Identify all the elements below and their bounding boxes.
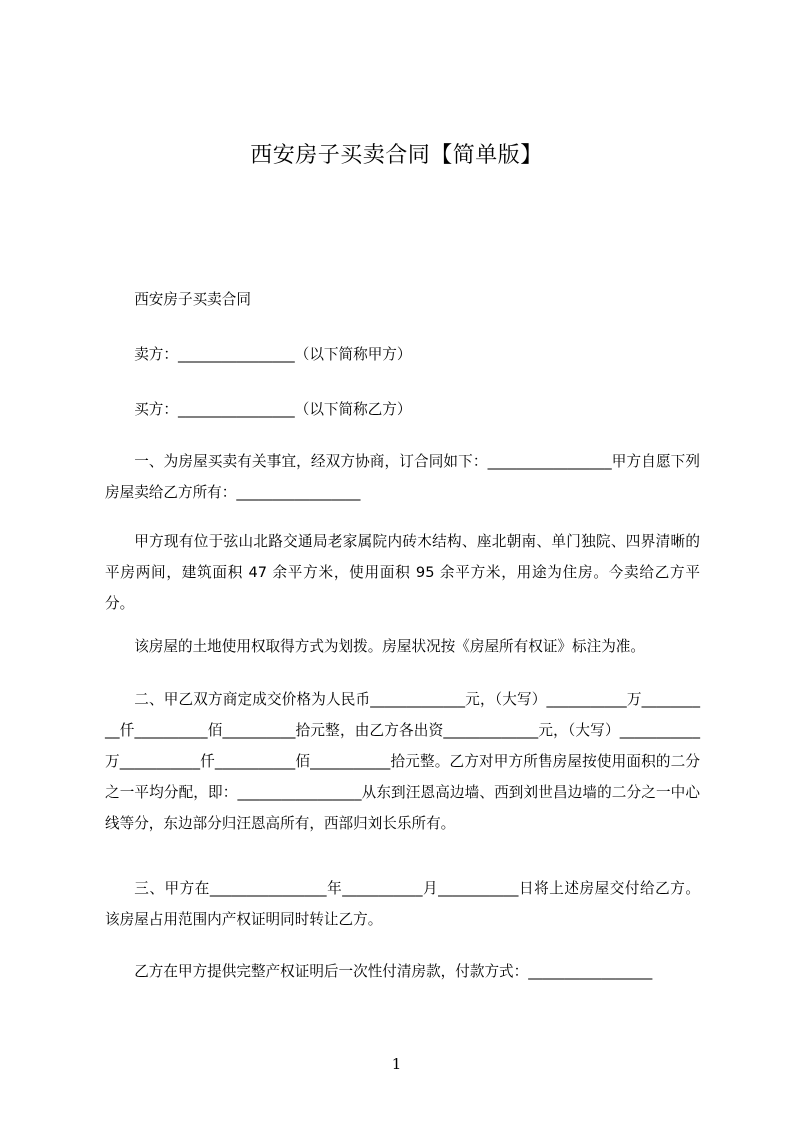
- clause-1-paragraph: 一、为房屋买卖有关事宜，经双方协商，订合同如下：_________________甲方自愿下列房屋卖给乙方所有：_________________: [105, 453, 700, 501]
- land-use-paragraph: 该房屋的土地使用权取得方式为划拨。房屋状况按《房屋所有权证》标注为准。: [134, 638, 645, 655]
- contract-name-paragraph: 西安房子买卖合同: [134, 291, 251, 308]
- clause-2-paragraph: 二、甲乙双方商定成交价格为人民币_____________元，（大写）___________万__________仟__________佰__________拾元整，由乙方各出资_____________元，（大写）___________万___________仟___________佰___________拾元整。乙方对甲方所售房屋按使用面积的二分之一平均分配，即：_________________从东到汪恩高边墙、西到刘世昌边墙的二分之一中心线等分，东边部分归汪恩高所有，西部归刘长乐所有。: [105, 691, 700, 832]
- buyer-paragraph: 买方：________________（以下简称乙方）: [134, 401, 412, 418]
- clause-3-paragraph: 三、甲方在________________年___________月___________日将上述房屋交付给乙方。该房屋占用范围内产权证明同时转让乙方。: [105, 880, 700, 928]
- payment-paragraph: 乙方在甲方提供完整产权证明后一次性付清房款，付款方式：_________________: [134, 963, 653, 980]
- document-title: 西安房子买卖合同【简单版】: [250, 143, 543, 168]
- property-description-paragraph: 甲方现有位于弦山北路交通局老家属院内砖木结构、座北朝南、单门独院、四界清晰的平房两间，建筑面积 47 余平方米，使用面积 95 余平方米，用途为住房。今卖给乙方平分。: [105, 533, 700, 612]
- page-number: 1: [391, 1055, 402, 1073]
- seller-paragraph: 卖方：________________（以下简称甲方）: [134, 346, 412, 363]
